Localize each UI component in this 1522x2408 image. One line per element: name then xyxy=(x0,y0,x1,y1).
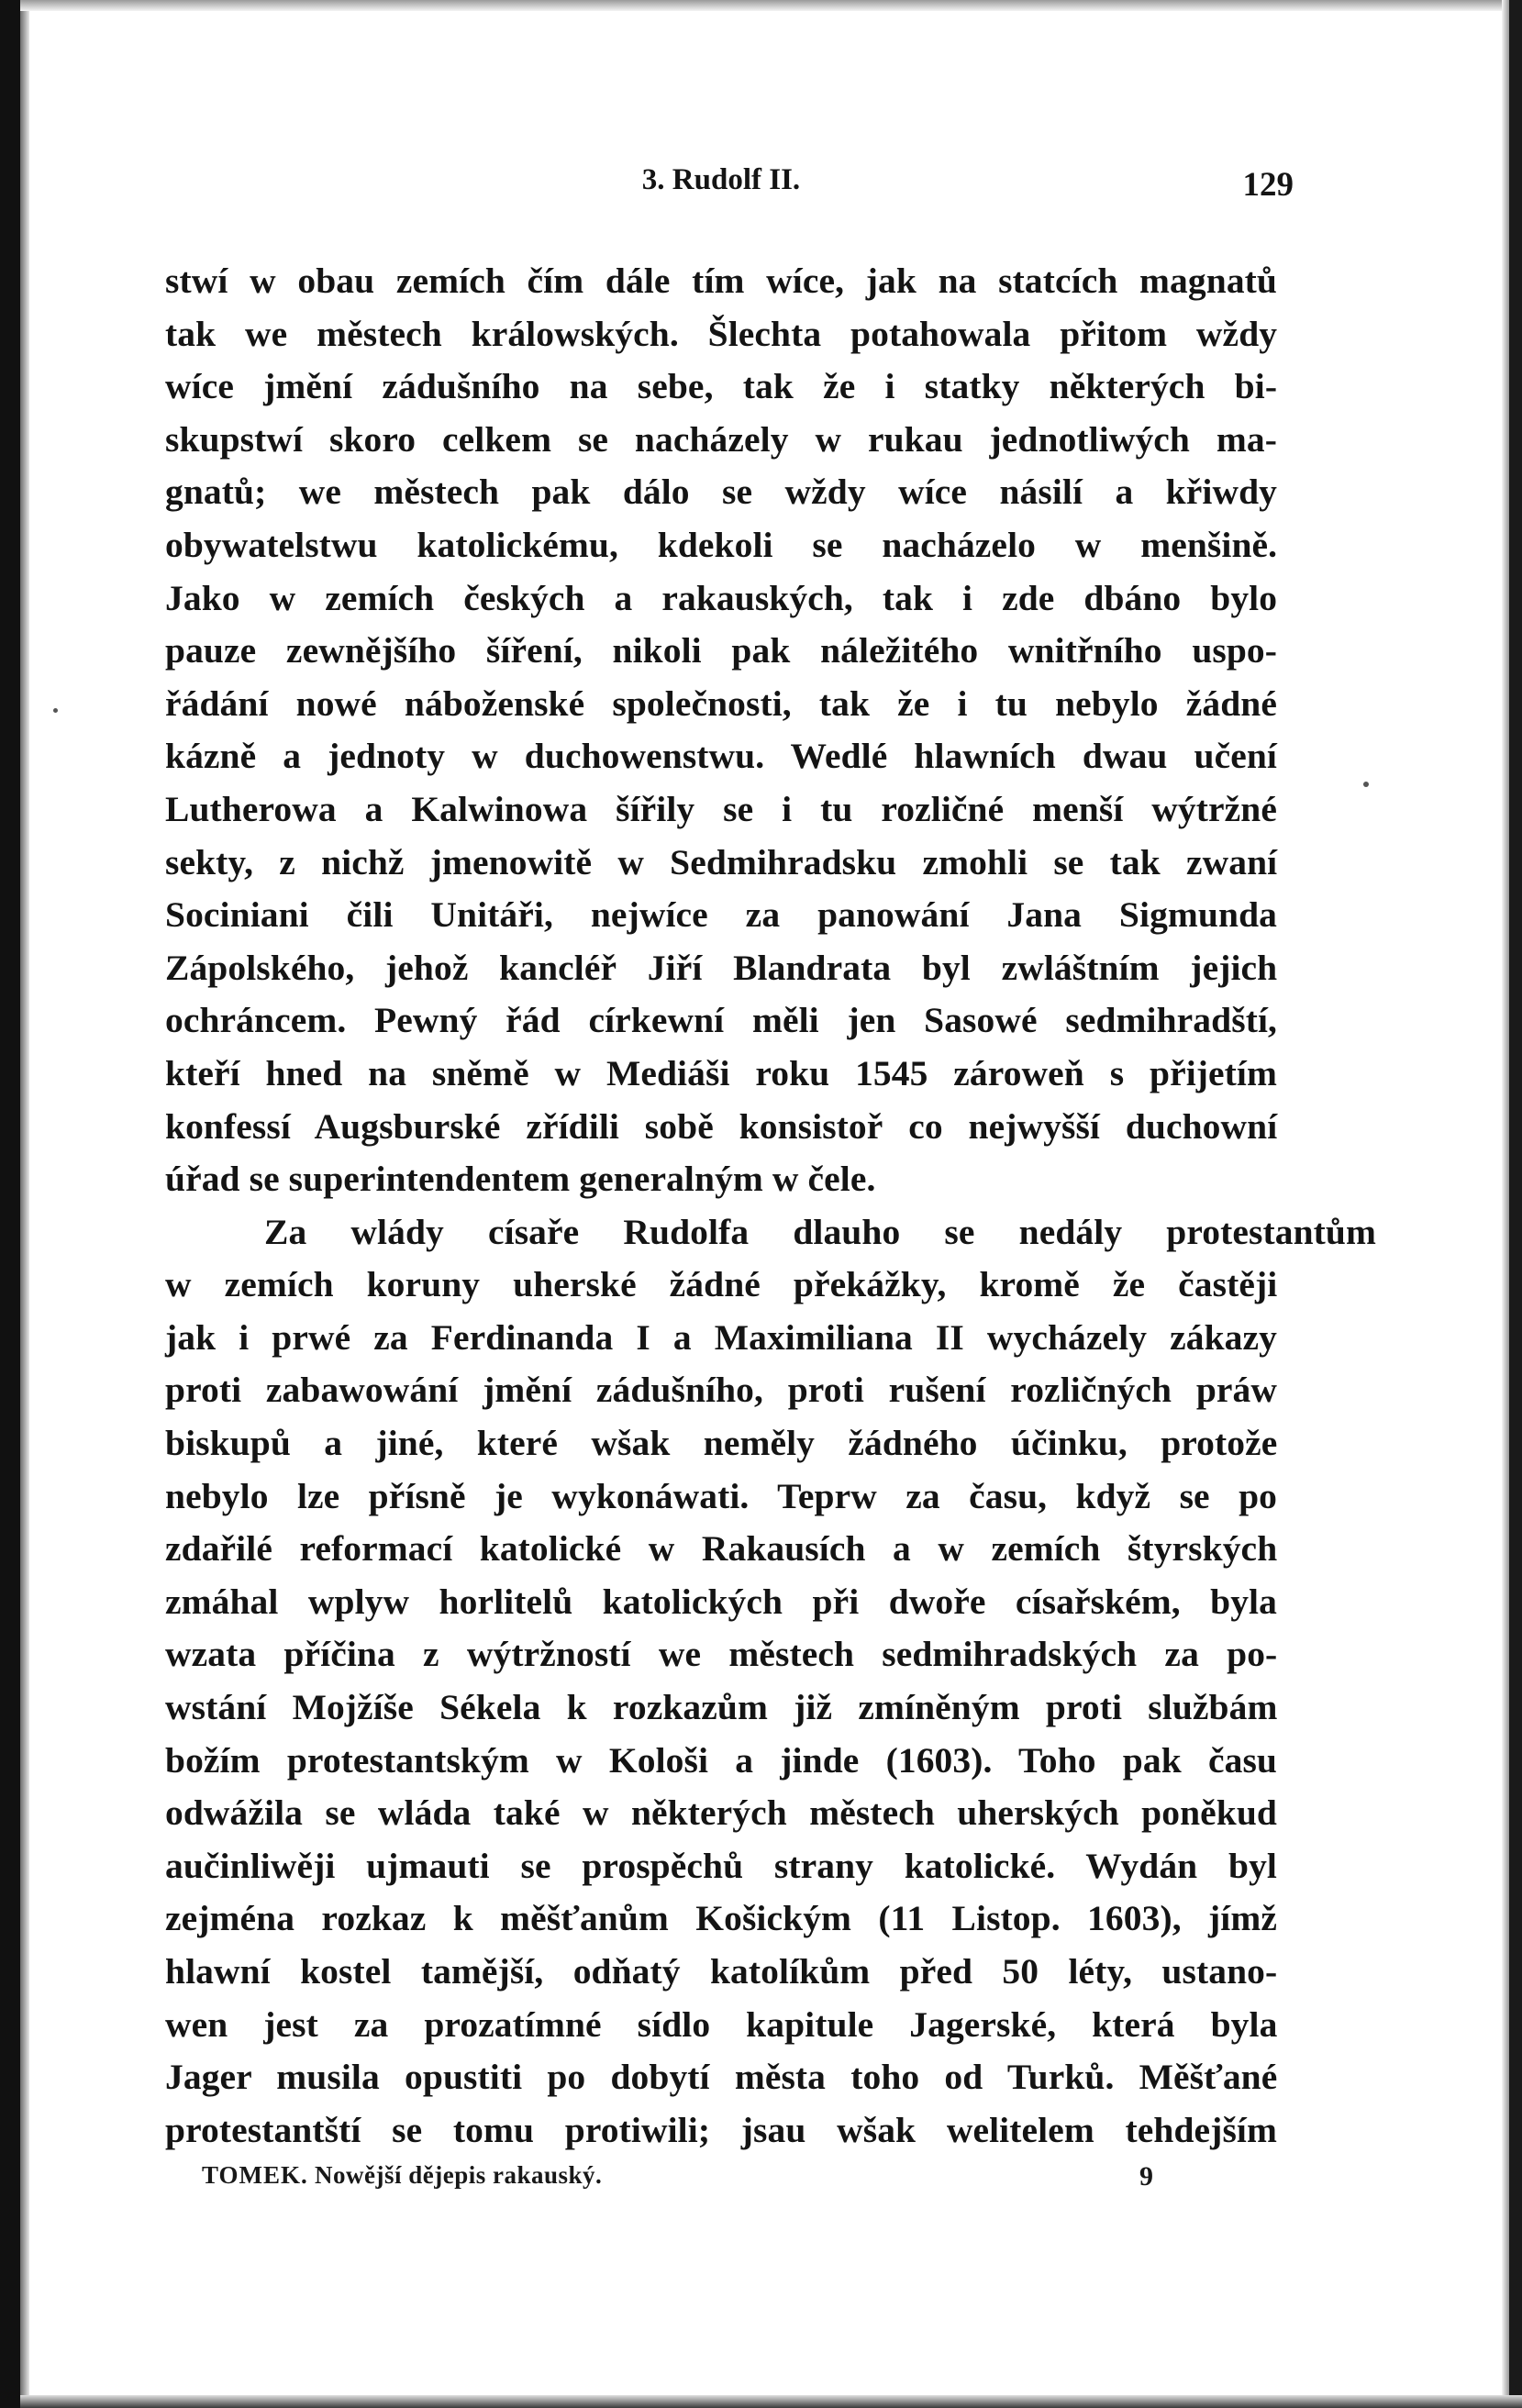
paragraph-first-line: Za wlády císaře Rudolfa dlauho se nedály protestantům xyxy=(264,1211,1376,1252)
text-line: w zemích koruny uherské žádné překážky, kromě že častěji xyxy=(165,1264,1278,1305)
text-line: zejména rozkaz k měšťanům Košickým (11 Listop. 1603), jímž xyxy=(165,1898,1277,1939)
text-line: Zápolského, jehož kancléř Jiří Blandrata byl zwláštním jejich xyxy=(165,947,1278,988)
text-line: kteří hned na sněmě w Mediáši roku 1545 zároweň s přijetím xyxy=(165,1052,1277,1093)
scan-edge-right xyxy=(1509,0,1522,2408)
text-line: hlawní kostel tamější, odňatý katolíkům před 50 léty, ustano- xyxy=(165,1951,1278,1992)
text-line: zmáhal wplyw horlitelů katolických při dwoře císařském, byla xyxy=(165,1581,1277,1622)
scan-shadow-bottom xyxy=(20,2395,1522,2408)
body-text xyxy=(165,255,1376,2157)
text-line: wíce jmění zádušního na sebe, tak že i statky některých bi- xyxy=(165,366,1278,407)
text-line: kázně a jednoty w duchowenstwu. Wedlé hlawních dwau učení xyxy=(165,736,1277,777)
text-line: nebylo lze přísně je wykonáwati. Teprw za času, když se po xyxy=(165,1475,1277,1516)
text-line: obywatelstwu katolickému, kdekoli se nacházelo w menšině. xyxy=(165,524,1278,565)
scan-shadow-right xyxy=(1502,0,1509,2408)
text-line: odwážila se wláda také w některých městech uherských poněkud xyxy=(165,1792,1277,1834)
text-line: zdařilé reformací katolické w Rakausích a w zemích štyrských xyxy=(165,1528,1278,1570)
text-line: Sociniani čili Unitáři, nejwíce za panowání Jana Sigmunda xyxy=(165,894,1277,936)
text-line: aučinliwěji ujmauti se prospěchů strany katolické. Wydán byl xyxy=(165,1845,1277,1886)
scan-speck xyxy=(53,708,58,713)
text-line: ochráncem. Pewný řád církewní měli jen Sasowé sedmihradští, xyxy=(165,1000,1277,1041)
scan-shadow-top xyxy=(20,0,1522,11)
text-line: božím protestantským w Kološi a jinde (1603). Toho pak času xyxy=(165,1739,1277,1781)
text-line: Lutherowa a Kalwinowa šířily se i tu rozličné menší wýtržné xyxy=(165,788,1277,829)
scan-shadow-left xyxy=(20,0,29,2408)
running-head xyxy=(165,138,1294,204)
text-line: gnatů; we městech pak dálo se wždy wíce násilí a křiwdy xyxy=(165,472,1277,513)
text-line: stwí w obau zemích čím dále tím wíce, jak na statcích magnatů xyxy=(165,261,1277,301)
text-line: biskupů a jiné, které wšak neměly žádného účinku, protože xyxy=(165,1423,1278,1464)
text-line: wstání Mojžíše Sékela k rozkazům již zmíněným proti službám xyxy=(165,1687,1278,1728)
footer-citation xyxy=(202,2161,602,2190)
text-line: tak we městech králowských. Šlechta potahowala přitom wždy xyxy=(165,313,1278,354)
text-line: protestantští se tomu protiwili; jsau wšak welitelem tehdejším xyxy=(165,2109,1277,2150)
text-line: jak i prwé za Ferdinanda I a Maximiliana II wycházely zákazy xyxy=(165,1316,1277,1358)
scan-speck xyxy=(1363,782,1369,787)
text-line: proti zabawowání jmění zádušního, proti rušení rozličných práw xyxy=(165,1370,1277,1411)
footer-author: TOMEK. xyxy=(202,2161,308,2189)
scan-edge-left xyxy=(0,0,20,2408)
text-line: Jager musila opustiti po dobytí města toho od Turků. Měšťané xyxy=(165,2057,1278,2098)
text-line: řádání nowé náboženské společnosti, tak že i tu nebylo žádné xyxy=(165,682,1277,724)
text-line: Jako w zemích českých a rakauských, tak i zde dbáno bylo xyxy=(165,577,1278,618)
signature-mark: 9 xyxy=(1139,2161,1153,2192)
footer-book-title: Nowější dějepis rakauský. xyxy=(315,2161,603,2189)
text-line: pauze zewnějšího šíření, nikoli pak náležitého wnitřního uspo- xyxy=(165,630,1278,671)
text-line: wzata příčina z wýtržností we městech sedmihradských za po- xyxy=(165,1634,1278,1675)
running-title: 3. Rudolf II. xyxy=(641,163,801,196)
text-line: sekty, z nichž jmenowitě w Sedmihradsku zmohli se tak zwaní xyxy=(165,841,1278,882)
book-page xyxy=(165,138,1376,2157)
text-line: konfessí Augsburské zřídili sobě konsistoř co nejwyšší duchowní xyxy=(165,1105,1278,1147)
text-line: wen jest za prozatímné sídlo kapitule Jagerské, která byla xyxy=(165,2003,1278,2045)
page-number: 129 xyxy=(1242,166,1294,204)
paragraph-last-line: úřad se superintendentem generalným w čele. xyxy=(165,1159,876,1200)
text-line: skupstwí skoro celkem se nacházely w rukau jednotliwých ma- xyxy=(165,418,1277,460)
